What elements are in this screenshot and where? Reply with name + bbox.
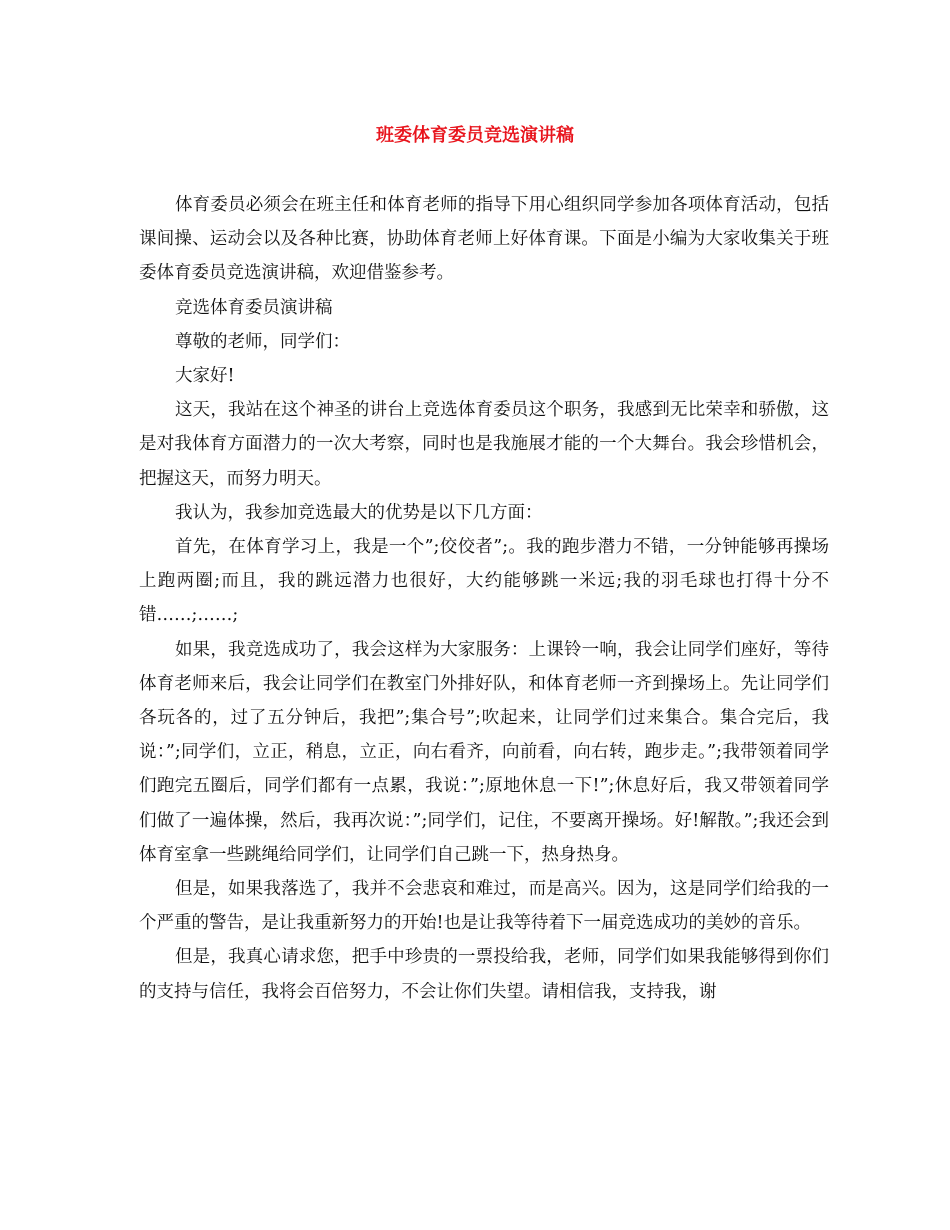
- paragraph-honor: 这天，我站在这个神圣的讲台上竞选体育委员这个职务，我感到无比荣幸和骄傲，这是对我体育方面潜力的一次大考察，同时也是我施展才能的一个大舞台。我会珍惜机会，把握这天，而努力明天。: [139, 400, 829, 489]
- salutation: 尊敬的老师，同学们：: [175, 331, 350, 352]
- intro-paragraph: 体育委员必须会在班主任和体育老师的指导下用心组织同学参加各项体育活动，包括课间操、运动会以及各种比赛，协助体育老师上好体育课。下面是小编为大家收集关于班委体育委员竞选演讲稿，欢迎借鉴参考。: [139, 195, 829, 284]
- document-title: 班委体育委员竞选演讲稿: [376, 125, 574, 146]
- document-body: [139, 188, 829, 1009]
- speech-heading: 竞选体育委员演讲稿: [175, 297, 333, 318]
- paragraph-advantages: 我认为，我参加竞选最大的优势是以下几方面：: [175, 502, 543, 523]
- greeting: 大家好!: [175, 366, 235, 387]
- paragraph-service: 如果，我竞选成功了，我会这样为大家服务：上课铃一响，我会让同学们座好，等待体育老师来后，我会让同学们在教室门外排好队，和体育老师一齐到操场上。先让同学们各玩各的，过了五分钟后，我把”;集合号”;吹起来，让同学们过来集合。集合完后，我说：”;同学们，立正，稍息，立正，向右看齐，向前看，向右转，跑步走。”;我带领着同学们跑完五圈后，同学们都有一点累，我说：”;原地休息一下!”;休息好后，我又带领着同学们做了一遍体操，然后，我再次说：”;同学们，记住，不要离开操场。好!解散。”;我还会到体育室拿一些跳绳给同学们，让同学们自己跳一下，热身热身。: [139, 639, 829, 865]
- paragraph-first: 首先，在体育学习上，我是一个”;佼佼者”;。我的跑步潜力不错，一分钟能够再操场上跑两圈;而且，我的跳远潜力也很好，大约能够跳一米远;我的羽毛球也打得十分不错……;……;: [139, 537, 829, 626]
- paragraph-if-lose: 但是，如果我落选了，我并不会悲哀和难过，而是高兴。因为，这是同学们给我的一个严重的警告，是让我重新努力的开始!也是让我等待着下一届竞选成功的美妙的音乐。: [139, 879, 829, 934]
- paragraph-request: 但是，我真心请求您，把手中珍贵的一票投给我，老师，同学们如果我能够得到你们的支持与信任，我将会百倍努力，不会让你们失望。请相信我，支持我，谢: [139, 947, 829, 1002]
